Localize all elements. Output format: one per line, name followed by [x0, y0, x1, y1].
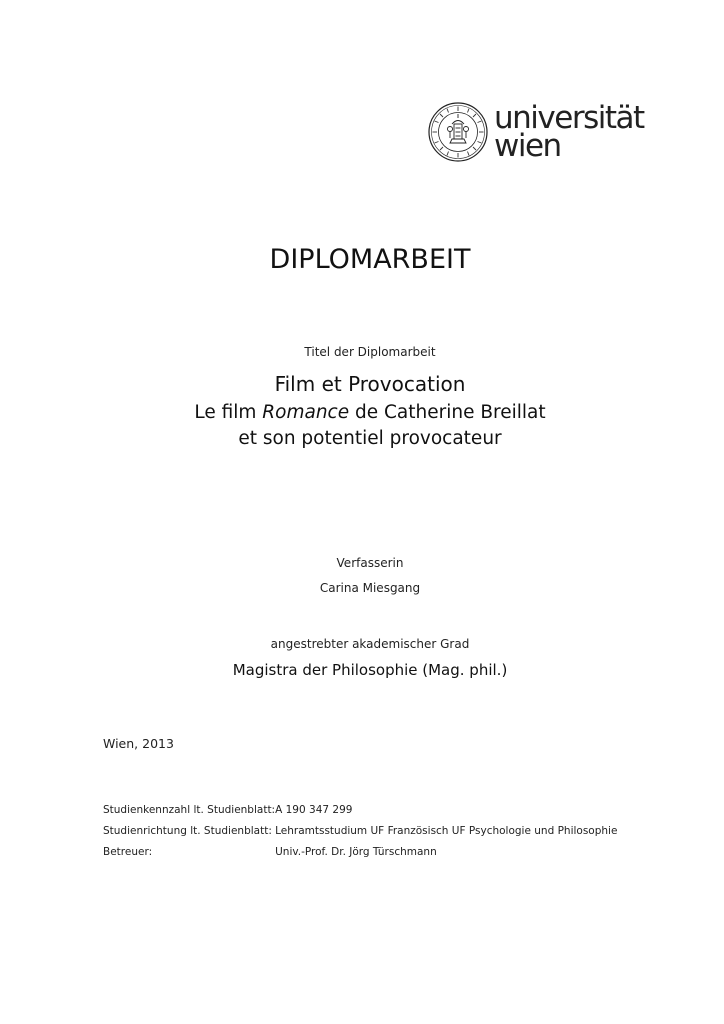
subtitle-italic: Romance [262, 402, 350, 423]
degree-name: Magistra der Philosophie (Mag. phil.) [232, 661, 508, 679]
info-key: Betreuer: [103, 846, 153, 858]
info-value: Univ.-Prof. Dr. Jörg Türschmann [275, 846, 437, 858]
author-name: Carina Miesgang [319, 581, 421, 595]
info-value: A 190 347 299 [275, 804, 353, 816]
info-value: Lehramtsstudium UF Französisch UF Psychologie und Philosophie [275, 825, 618, 837]
info-key: Studienkennzahl lt. Studienblatt: [103, 804, 276, 816]
title-label: Titel der Diplomarbeit [304, 345, 436, 359]
thesis-subtitle [160, 400, 580, 452]
university-logo [428, 102, 643, 168]
subtitle-line2: et son potentiel provocateur [238, 428, 502, 449]
wordmark-line2: wien [494, 128, 561, 164]
table-row [103, 804, 663, 825]
degree-label: angestrebter akademischer Grad [270, 637, 470, 651]
thesis-title: Film et Provocation [274, 372, 466, 396]
author-label: Verfasserin [336, 556, 404, 570]
subtitle-part1: Le film [194, 402, 263, 423]
info-key: Studienrichtung lt. Studienblatt: [103, 825, 272, 837]
table-row [103, 846, 663, 867]
study-info-table [103, 804, 663, 867]
subtitle-part2: de Catherine Breillat [349, 402, 546, 423]
university-wordmark [494, 100, 644, 164]
wordmark-line1: universität [494, 100, 644, 136]
place-date: Wien, 2013 [103, 736, 174, 751]
table-row [103, 825, 663, 846]
university-seal-icon [428, 102, 488, 162]
document-type-heading: DIPLOMARBEIT [269, 244, 471, 275]
